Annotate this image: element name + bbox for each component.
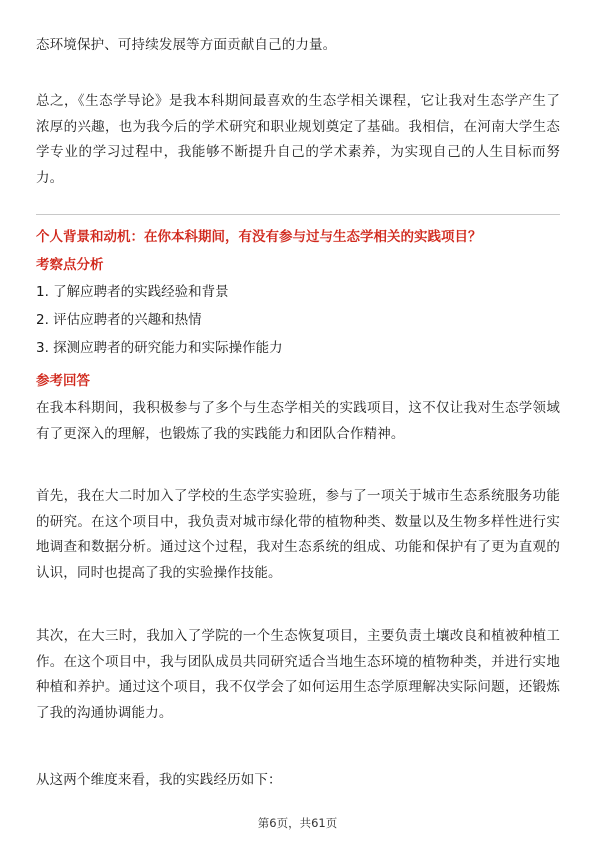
analysis-item: 2. 评估应聘者的兴趣和热情 bbox=[36, 312, 202, 328]
analysis-item: 3. 探测应聘者的研究能力和实际操作能力 bbox=[36, 340, 283, 356]
answer-paragraph-3: 其次，在大三时，我加入了学院的一个生态恢复项目，主要负责土壤改良和植被种植工作。在这个项目中，我与团队成员共同研究适合当地生态环境的植物种类，并进行实地种植和养护。通过这个项目，我不仅学会了如何运用生态学原理解决实际问题，还锻炼了我的沟通协调能力。 bbox=[36, 628, 560, 721]
answer-paragraph-4: 从这两个维度来看，我的实践经历如下： bbox=[36, 772, 282, 788]
paragraph-summary: 总之，《生态学导论》是我本科期间最喜欢的生态学相关课程，它让我对生态学产生了浓厚的兴趣，也为我今后的学术研究和职业规划奠定了基础。我相信，在河南大学生态学专业的学习过程中，我能够不断提升自己的学术素养，为实现自己的人生目标而努力。 bbox=[36, 93, 560, 186]
page-number: 第6页，共61页 bbox=[257, 816, 338, 830]
paragraph-continuation: 态环境保护、可持续发展等方面贡献自己的力量。 bbox=[36, 37, 337, 53]
section-divider bbox=[36, 214, 560, 215]
question-title: 个人背景和动机：在你本科期间，有没有参与过与生态学相关的实践项目？ bbox=[36, 229, 482, 245]
analysis-item: 1. 了解应聘者的实践经验和背景 bbox=[36, 284, 229, 300]
analysis-heading: 考察点分析 bbox=[36, 257, 104, 273]
answer-heading: 参考回答 bbox=[36, 373, 90, 389]
answer-paragraph-1: 在我本科期间，我积极参与了多个与生态学相关的实践项目，这不仅让我对生态学领域有了更深入的理解，也锻炼了我的实践能力和团队合作精神。 bbox=[36, 400, 560, 442]
answer-paragraph-2: 首先，我在大二时加入了学校的生态学实验班，参与了一项关于城市生态系统服务功能的研究。在这个项目中，我负责对城市绿化带的植物种类、数量以及生物多样性进行实地调查和数据分析。通过这个过程，我对生态系统的组成、功能和保护有了更为直观的认识，同时也提高了我的实验操作技能。 bbox=[36, 488, 560, 581]
